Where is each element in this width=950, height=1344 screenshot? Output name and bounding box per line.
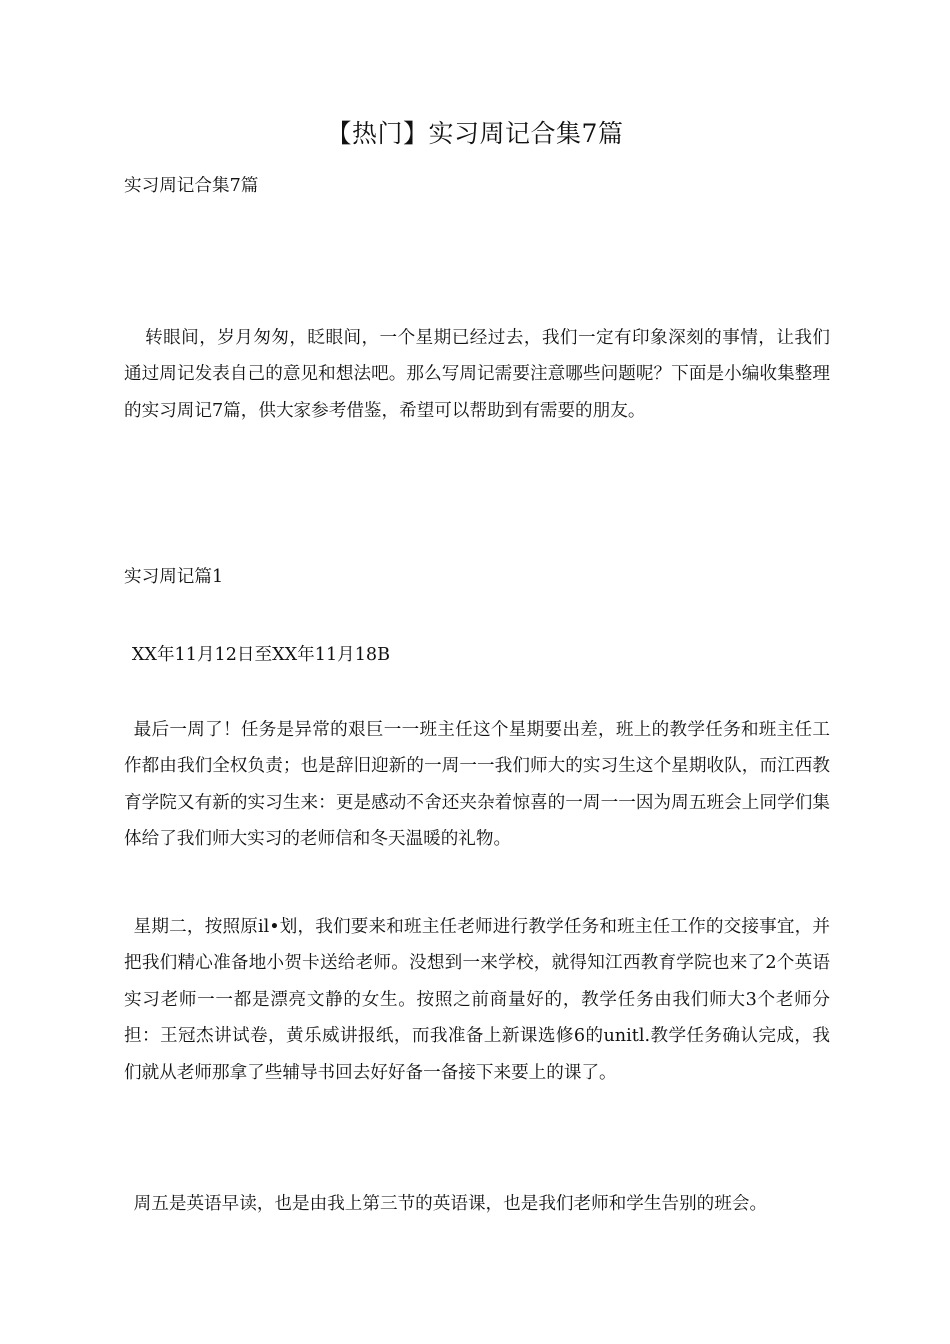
paragraph-1: 最后一周了！任务是异常的艰巨一一班主任这个星期要出差，班上的教学任务和班主任工作都由我们全权负责；也是辞旧迎新的一周一一我们师大的实习生这个星期收队，而江西教育学院又有新的实习生来：更是感动不舍还夹杂着惊喜的一周一一因为周五班会上同学们集体给了我们师大实习的老师信和冬天温暖的礼物。 — [124, 720, 830, 850]
document-subtitle: 实习周记合集7篇 — [124, 176, 259, 196]
section-heading: 实习周记篇1 — [124, 567, 224, 587]
paragraph-3: 周五是英语早读，也是由我上第三节的英语课，也是我们老师和学生告别的班会。 — [133, 1194, 768, 1214]
date-line: XX年11月12日至XX年11月18B — [131, 645, 391, 665]
document-title: 【热门】实习周记合集7篇 — [326, 119, 624, 148]
intro-paragraph: 转眼间，岁月匆匆，眨眼间，一个星期已经过去，我们一定有印象深刻的事情，让我们通过周记发表自己的意见和想法吧。那么写周记需要注意哪些问题呢？下面是小编收集整理的实习周记7篇，供大家参考借鉴，希望可以帮助到有需要的朋友。 — [124, 328, 830, 421]
paragraph-2: 星期二，按照原il•划，我们要来和班主任老师进行教学任务和班主任工作的交接事宜，并把我们精心准备地小贺卡送给老师。没想到一来学校，就得知江西教育学院也来了2个英语实习老师一一都是漂亮文静的女生。按照之前商量好的，教学任务由我们师大3个老师分担：王冠杰讲试卷，黄乐威讲报纸，而我准备上新课选修6的unitl.教学任务确认完成，我们就从老师那拿了些辅导书回去好好备一备接下来要上的课了。 — [124, 917, 830, 1083]
